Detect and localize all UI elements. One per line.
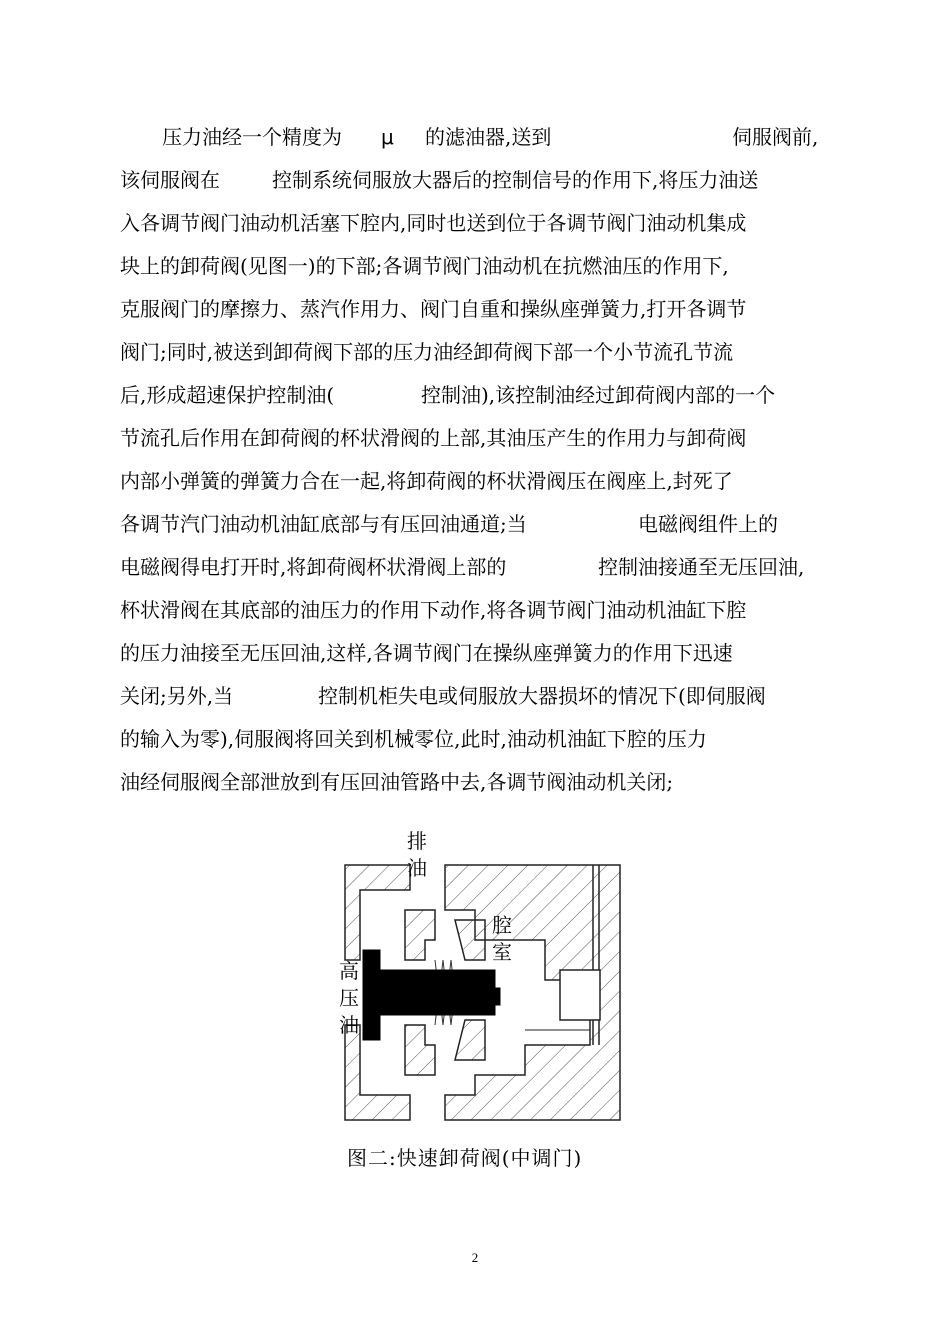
text-line-8 [0, 418, 950, 458]
text-segment: 入各调节阀门油动机活塞下腔内,同时也送到位于各调节阀门油动机集成 [120, 211, 747, 235]
text-line-7 [0, 375, 950, 415]
unloading-valve-diagram [335, 820, 635, 1130]
text-segment: 块上的卸荷阀(见图一)的下部;各调节阀门油动机在抗燃油压的作用下, [120, 254, 729, 278]
text-segment: 的滤油器,送到 [425, 125, 552, 149]
mu-symbol: μ [381, 125, 394, 149]
text-segment: 的压力油接至无压回油,这样,各调节阀门在操纵座弹簧力的作用下迅速 [120, 641, 733, 665]
label-chamber-char: 腔 [492, 913, 512, 937]
text-segment: 控制系统伺服放大器后的控制信号的作用下,将压力油送 [272, 168, 759, 192]
text-segment: 控制油),该控制油经过卸荷阀内部的一个 [421, 383, 776, 407]
text-segment: 杯状滑阀在其底部的油压力的作用下动作,将各调节阀门油动机油缸下腔 [120, 598, 747, 622]
text-segment: 内部小弹簧的弹簧力合在一起,将卸荷阀的杯状滑阀压在阀座上,封死了 [120, 469, 733, 493]
page-number: 2 [471, 1250, 479, 1265]
label-chamber-char: 室 [492, 940, 512, 964]
valve-sleeve [455, 1020, 485, 1060]
valve-sleeve [405, 1025, 435, 1075]
text-segment: 电磁阀组件上的 [638, 512, 778, 536]
text-line-12 [0, 590, 950, 630]
label-drain-char: 油 [407, 856, 427, 880]
text-line-4 [0, 246, 950, 286]
text-line-1 [0, 117, 950, 157]
label-high-pressure-char: 压 [339, 986, 359, 1010]
figure-caption: 图二:快速卸荷阀(中调门) [347, 1146, 583, 1170]
text-segment: 油经伺服阀全部泄放到有压回油管路中去,各调节阀油动机关闭; [120, 770, 674, 794]
text-segment: 后,形成超速保护控制油( [120, 383, 335, 407]
text-segment: 克服阀门的摩擦力、蒸汽作用力、阀门自重和操纵座弹簧力,打开各调节 [120, 297, 747, 321]
text-segment: 电磁阀得电打开时,将卸荷阀杯状滑阀上部的 [120, 555, 507, 579]
valve-sleeve [455, 920, 485, 960]
text-segment: 伺服阀前, [732, 125, 819, 149]
text-line-10 [0, 504, 950, 544]
label-high-pressure-char: 油 [339, 1013, 359, 1037]
text-segment: 各调节汽门油动机油缸底部与有压回油通道;当 [120, 512, 527, 536]
label-high-pressure [339, 959, 359, 1037]
text-segment: 控制油接通至无压回油, [598, 555, 805, 579]
text-line-14 [0, 676, 950, 716]
valve-seat [560, 970, 600, 1020]
valve-housing [345, 865, 410, 960]
text-line-5 [0, 289, 950, 329]
text-segment: 该伺服阀在 [120, 168, 220, 192]
text-line-15 [0, 719, 950, 759]
text-line-13 [0, 633, 950, 673]
text-segment: 的输入为零),伺服阀将回关到机械零位,此时,油动机油缸下腔的压力 [120, 727, 707, 751]
text-segment: 关闭;另外,当 [120, 684, 234, 708]
text-line-9 [0, 461, 950, 501]
text-segment: 控制机柜失电或伺服放大器损坏的情况下(即伺服阀 [318, 684, 766, 708]
text-segment: 节流孔后作用在卸荷阀的杯状滑阀的上部,其油压产生的作用力与卸荷阀 [120, 426, 747, 450]
label-drain-char: 排 [407, 829, 427, 853]
text-line-2 [0, 160, 950, 200]
text-segment: 阀门;同时,被送到卸荷阀下部的压力油经卸荷阀下部一个小节流孔节流 [120, 340, 734, 364]
text-line-3 [0, 203, 950, 243]
text-line-6 [0, 332, 950, 372]
label-drain [407, 829, 427, 880]
label-high-pressure-char: 高 [339, 959, 359, 983]
valve-sleeve [405, 910, 435, 960]
text-segment: 压力油经一个精度为 [162, 125, 342, 149]
text-line-16 [0, 762, 950, 802]
text-line-11 [0, 547, 950, 587]
